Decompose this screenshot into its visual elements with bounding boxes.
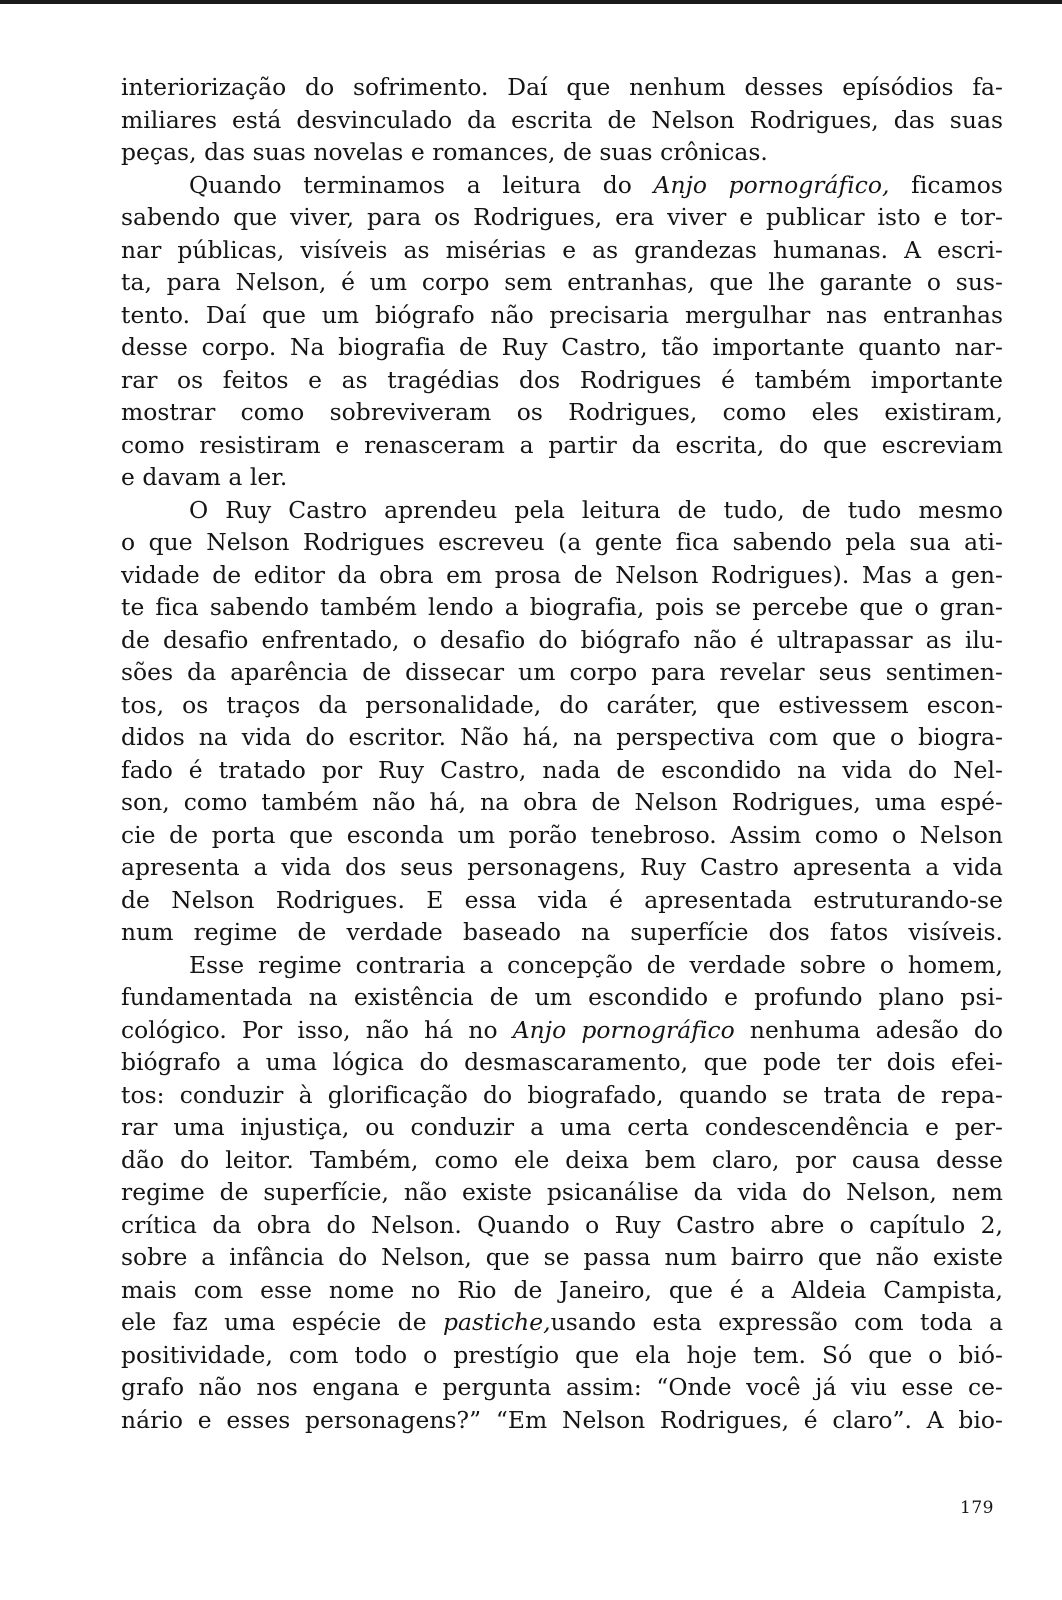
body-line-33: rar uma injustiça, ou conduzir a uma certa condescendência e per- [121,1113,1003,1141]
body-line-13: e davam a ler. [121,463,288,491]
body-line-20: tos, os traços da personalidade, do caráter, que estivessem escon- [121,690,1003,719]
body-line-26: de Nelson Rodrigues. E essa vida é apresentada estruturando-se [121,885,1003,914]
body-line-27: num regime de verdade baseado na superfície dos fatos visíveis. [121,918,1003,946]
body-line-04: Quando terminamos a leitura do Anjo pornográfico, ficamos [189,170,1003,199]
body-line-01: interiorização do sofrimento. Daí que nenhum desses epísódios fa- [121,73,1003,101]
body-line-22: fado é tratado por Ruy Castro, nada de escondido na vida do Nel- [121,755,1003,784]
body-line-31: biógrafo a uma lógica do desmascaramento, que pode ter dois efei- [121,1048,1003,1076]
body-line-38: mais com esse nome no Rio de Janeiro, que é a Aldeia Campista, [121,1275,1003,1304]
body-line-24: cie de porta que esconda um porão tenebroso. Assim como o Nelson [121,820,1003,849]
body-line-09: desse corpo. Na biografia de Ruy Castro, tão importante quanto nar- [121,333,1003,361]
body-line-08: tento. Daí que um biógrafo não precisaria mergulhar nas entranhas [121,300,1003,329]
body-line-42: nário e esses personagens?” “Em Nelson Rodrigues, é claro”. A bio- [121,1405,1003,1434]
body-line-02: miliares está desvinculado da escrita de Nelson Rodrigues, das suas [121,105,1003,134]
body-line-29: fundamentada na existência de um escondido e profundo plano psi- [121,983,1003,1011]
body-line-23: son, como também não há, na obra de Nelson Rodrigues, uma espé- [121,788,1003,816]
body-line-35: regime de superfície, não existe psicanálise da vida do Nelson, nem [121,1178,1003,1206]
page-body [121,71,1003,1436]
body-line-14: O Ruy Castro aprendeu pela leitura de tudo, de tudo mesmo [189,495,1003,524]
body-line-11: mostrar como sobreviveram os Rodrigues, como eles existiram, [121,398,1003,426]
body-line-36: crítica da obra do Nelson. Quando o Ruy Castro abre o capítulo 2, [121,1210,1003,1239]
body-line-28: Esse regime contraria a concepção de verdade sobre o homem, [189,950,1003,979]
body-line-17: te fica sabendo também lendo a biografia, pois se percebe que o gran- [121,593,1003,621]
body-line-06: nar públicas, visíveis as misérias e as grandezas humanas. A escri- [121,235,1003,264]
body-line-15: o que Nelson Rodrigues escreveu (a gente fica sabendo pela sua ati- [121,528,1003,556]
body-line-18: de desafio enfrentado, o desafio do biógrafo não é ultrapassar as ilu- [121,625,1003,654]
body-line-16: vidade de editor da obra em prosa de Nelson Rodrigues). Mas a gen- [121,560,1003,589]
body-line-39: ele faz uma espécie de pastiche,usando esta expressão com toda a [121,1308,1003,1336]
body-line-37: sobre a infância do Nelson, que se passa num bairro que não existe [121,1243,1003,1271]
body-line-21: didos na vida do escritor. Não há, na perspectiva com que o biogra- [121,723,1003,751]
page-number: 179 [960,1498,994,1518]
body-line-41: grafo não nos engana e pergunta assim: “Onde você já viu esse ce- [121,1373,1003,1401]
body-line-07: ta, para Nelson, é um corpo sem entranhas, que lhe garante o sus- [121,268,1003,296]
body-line-12: como resistiram e renasceram a partir da escrita, do que escreviam [121,430,1003,459]
body-line-30: cológico. Por isso, não há no Anjo pornográfico nenhuma adesão do [121,1015,1003,1044]
body-line-05: sabendo que viver, para os Rodrigues, era viver e publicar isto e tor- [121,203,1003,231]
body-line-25: apresenta a vida dos seus personagens, Ruy Castro apresenta a vida [121,853,1003,881]
book-title-italic: Anjo pornográfico, [653,170,890,199]
top-edge-rule [0,0,1062,4]
book-title-italic: Anjo pornográfico [512,1015,735,1044]
body-line-34: dão do leitor. Também, como ele deixa bem claro, por causa desse [121,1145,1003,1174]
body-line-32: tos: conduzir à glorificação do biografado, quando se trata de repa- [121,1080,1003,1109]
body-line-03: peças, das suas novelas e romances, de suas crônicas. [121,138,768,166]
body-line-10: rar os feitos e as tragédias dos Rodrigues é também importante [121,365,1003,394]
body-line-40: positividade, com todo o prestígio que ela hoje tem. Só que o bió- [121,1340,1003,1369]
body-line-19: sões da aparência de dissecar um corpo para revelar seus sentimen- [121,658,1003,686]
term-italic: pastiche, [442,1308,551,1336]
